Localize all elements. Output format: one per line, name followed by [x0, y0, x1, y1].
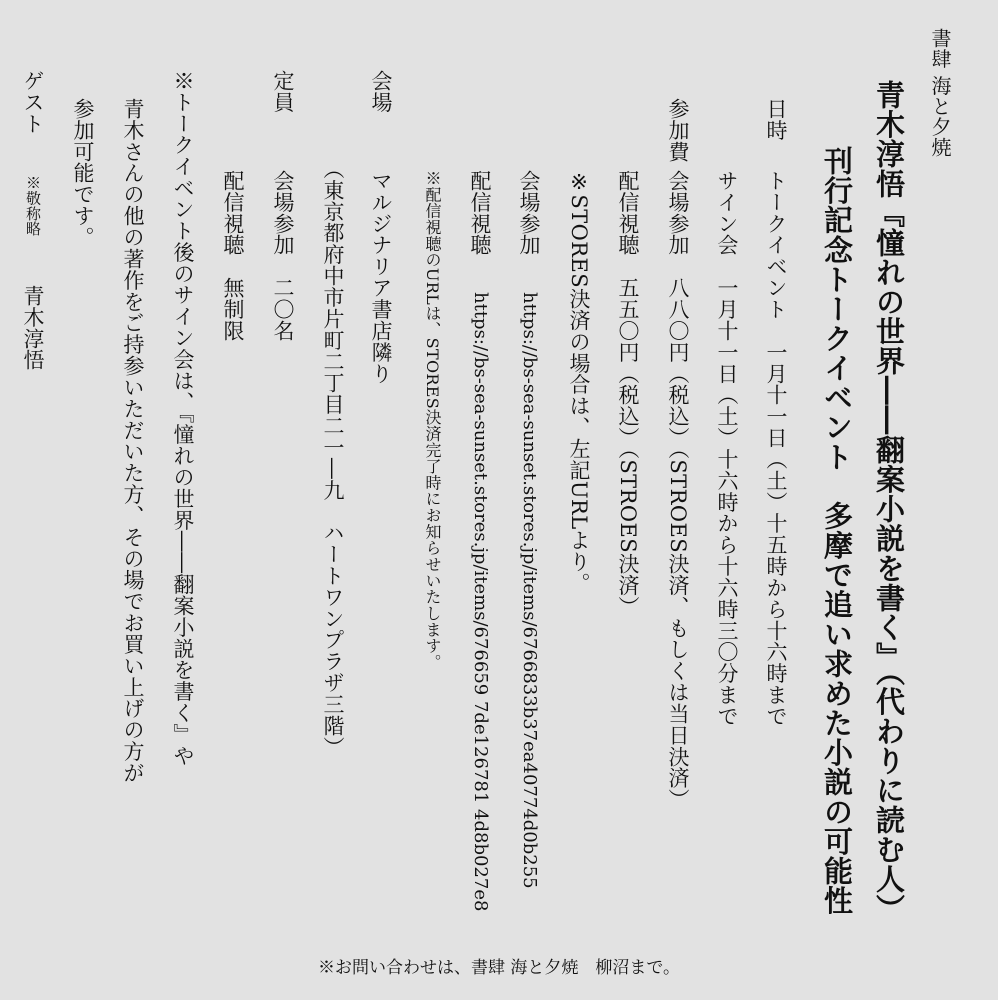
shop-name: 書肆 海と夕焼 — [928, 28, 952, 158]
datetime-talk: トークイベント 一月十一日（土）十五時から十六時まで — [764, 170, 788, 727]
venue-label: 会場 — [369, 70, 393, 113]
fee-stream-url-link[interactable]: https://bs-sea-sunset.stores.jp/items/676659 7de126781 4d8b027e8 — [470, 292, 491, 912]
fee-label: 参加費 — [666, 98, 690, 163]
fee-venue-url-link[interactable]: https://bs-sea-sunset.stores.jp/items/6766833b37ea40774d0b255 — [519, 292, 540, 889]
venue-name: マルジナリア書店隣り — [369, 170, 393, 385]
signing-note-line1: ※トークイベント後のサイン会は、『憧れの世界――翻案小説を書く』や — [171, 70, 195, 767]
fee-venue-url-label: 会場参加 — [517, 170, 541, 256]
venue-address: （東京都府中市片町二丁目二一―九 ハートワンプラザ三階） — [321, 158, 345, 758]
fee-stream-note: ※配信視聴のURLは、STORES決済完了時にお知らせいたします。 — [423, 170, 442, 671]
fee-stores-note: ※STORES決済の場合は、左記URLより。 — [567, 170, 591, 594]
capacity-stream: 配信視聴 無制限 — [221, 170, 245, 342]
signing-note-line2: 青木さんの他の著作をご持参いただいた方、その場でお買い上げの方が — [121, 98, 145, 784]
contact-footer: ※お問い合わせは、書肆 海と夕焼 柳沼まで。 — [317, 958, 681, 978]
guest-name: 青木淳悟 — [21, 285, 45, 371]
book-title: 青木淳悟『憧れの世界――翻案小説を書く』（代わりに読む人） — [872, 80, 906, 924]
signing-note-line3: 参加可能です。 — [71, 98, 95, 248]
datetime-label: 日時 — [764, 98, 788, 141]
datetime-signing: サイン会 一月十一日（土）十六時から十六時三〇分まで — [715, 170, 739, 727]
fee-venue: 会場参加 八八〇円（税込）（STROES決済、もしくは当日決済） — [666, 170, 690, 811]
capacity-label: 定員 — [271, 70, 295, 113]
guest-honorific-note: ※敬称略 — [24, 175, 42, 237]
capacity-venue: 会場参加 二〇名 — [271, 170, 295, 342]
fee-stream-url-label: 配信視聴 — [468, 170, 492, 256]
event-title: 刊行記念トークイベント 多摩で追い求めた小説の可能性 — [820, 146, 854, 916]
fee-stream: 配信視聴 五五〇円（税込）（STROES決済） — [616, 170, 640, 618]
guest-label: ゲスト — [21, 70, 45, 135]
